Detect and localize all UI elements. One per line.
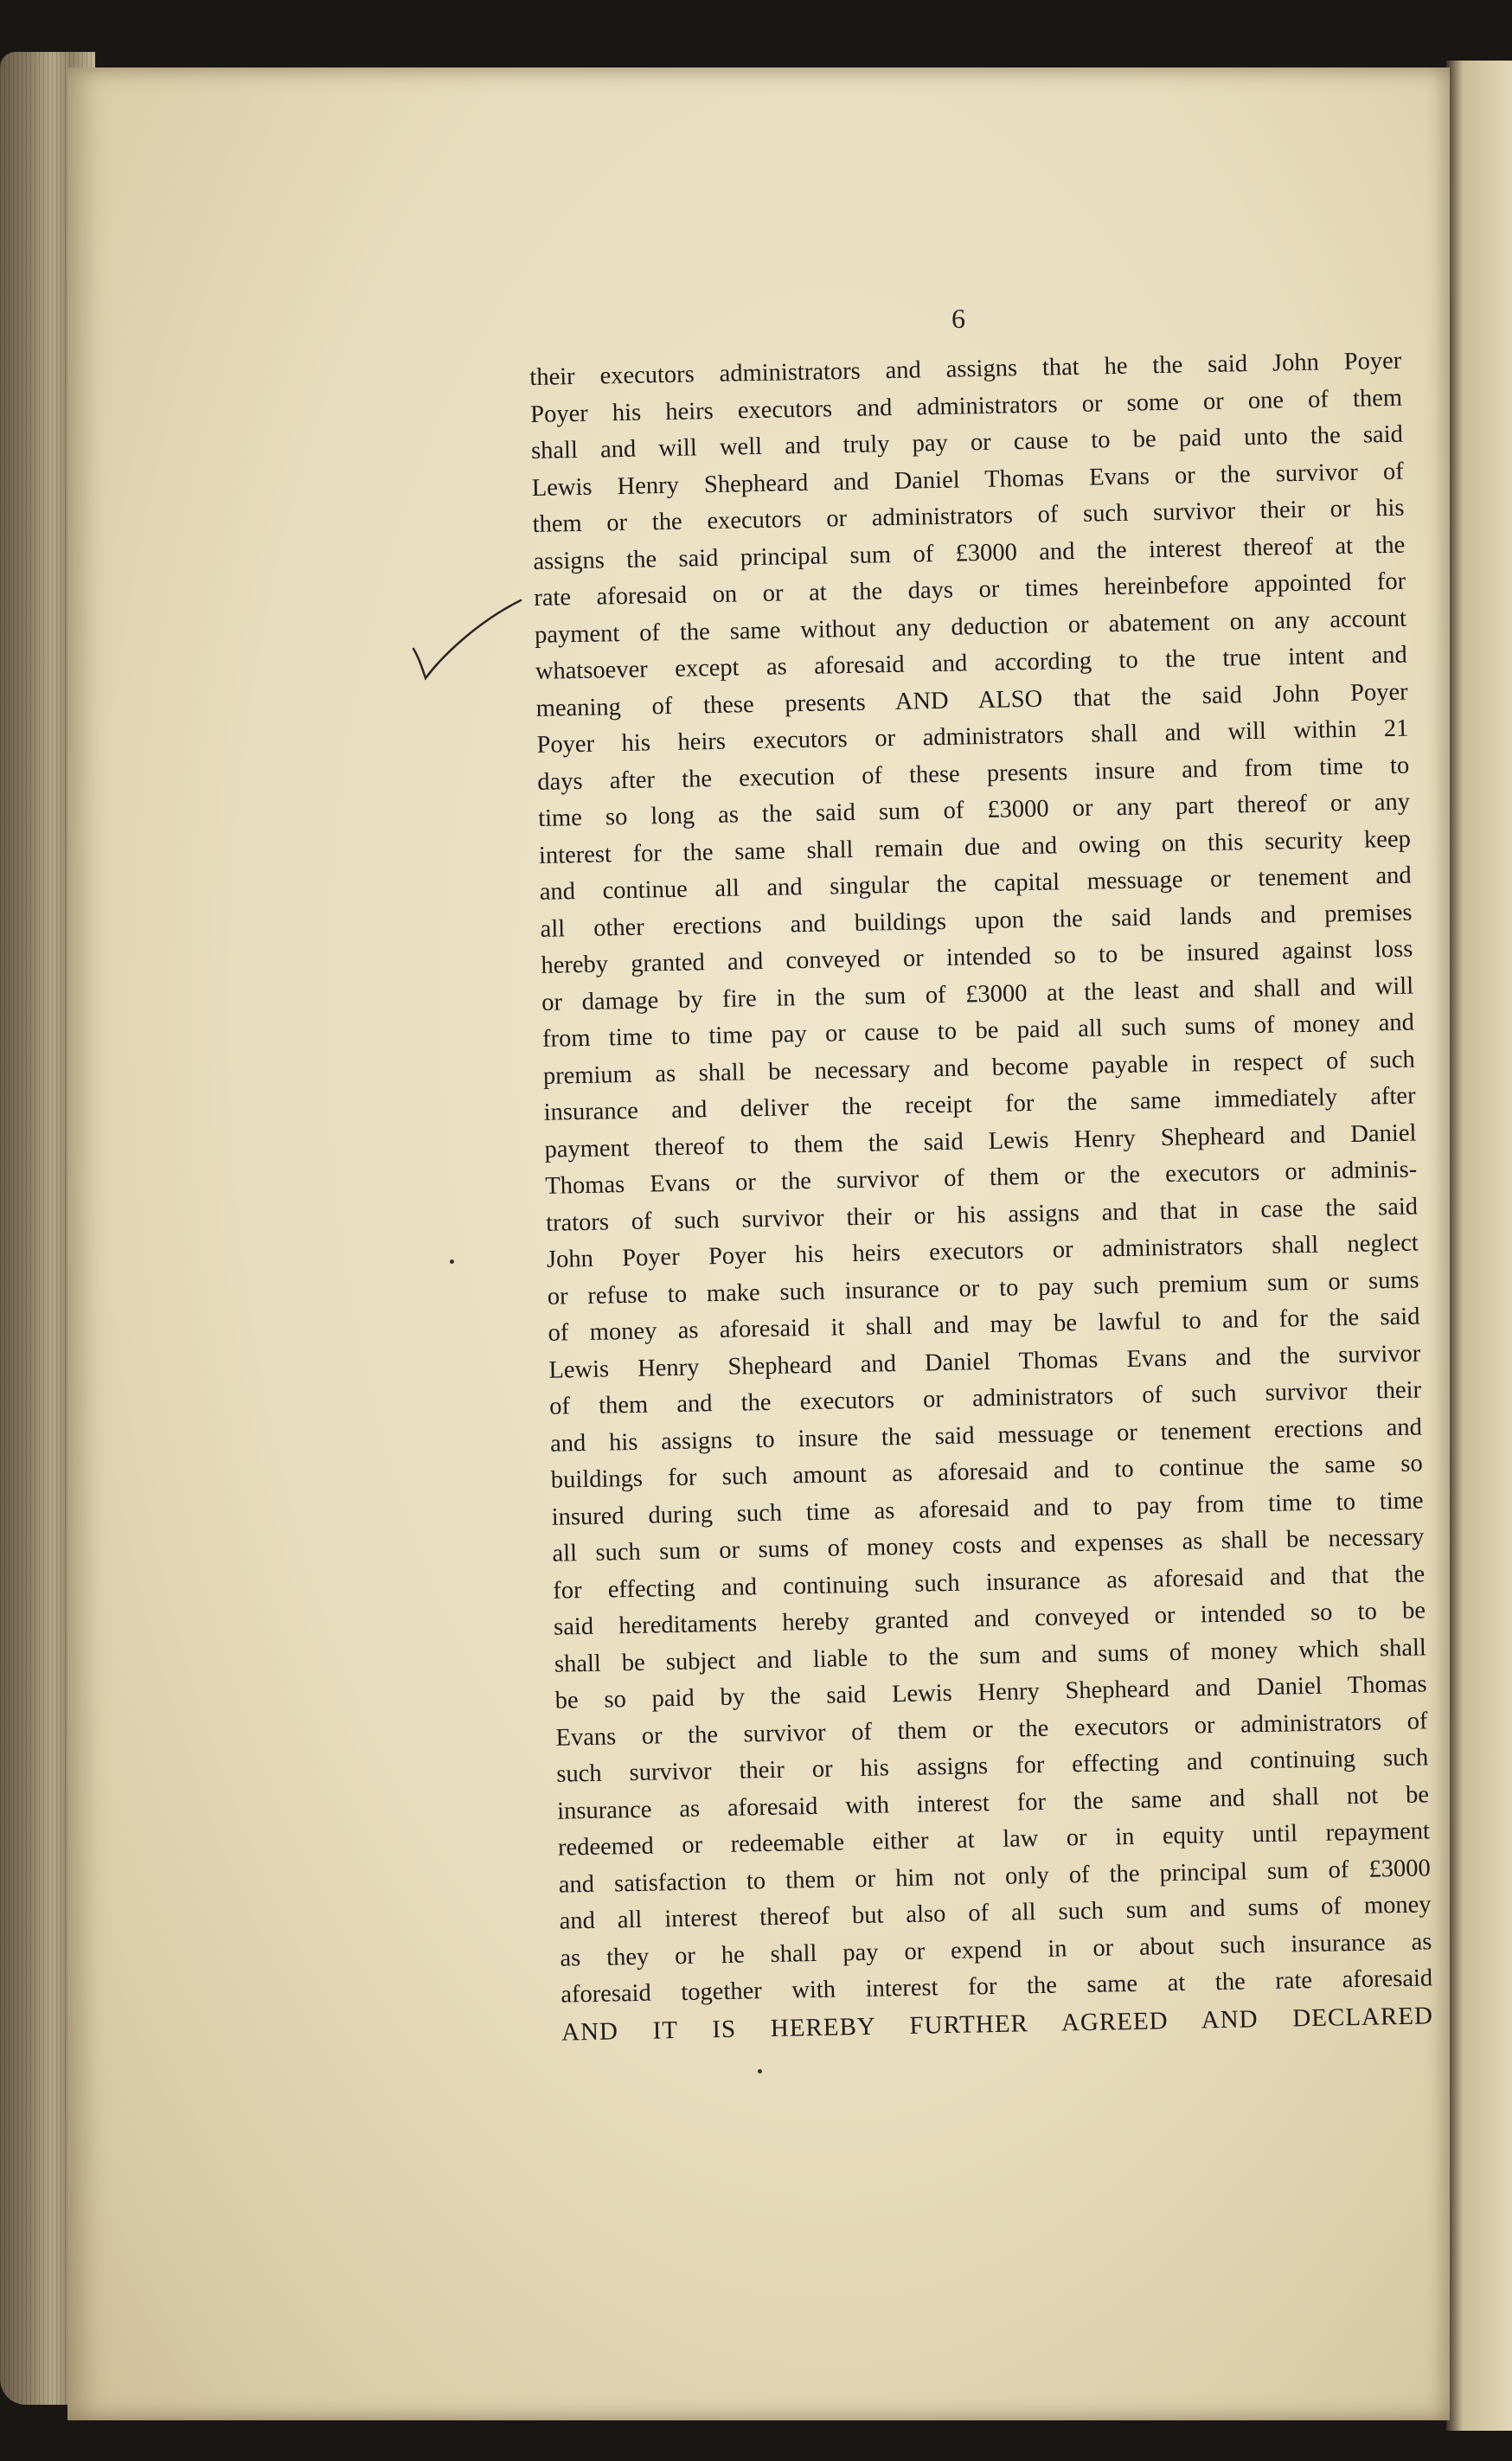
page-number: 6: [951, 303, 965, 334]
ink-dot: [758, 2069, 762, 2073]
text-line: shall be subject and liable to the sum and sums of money which shall: [554, 1633, 1427, 1678]
text-line: redeemed or redeemable either at law or in equity until repayment: [557, 1817, 1431, 1862]
text-line: meaning of these presents AND ALSO that the said John Poyer: [535, 678, 1408, 722]
text-line: Lewis Henry Shepheard and Daniel Thomas Evans and the survivor: [548, 1339, 1421, 1384]
text-line: them or the executors or administrators of such survivor their or his: [532, 494, 1405, 538]
text-line: Poyer his heirs executors or administrators shall and will within 21: [536, 715, 1409, 759]
text-line: said hereditaments hereby granted and conveyed or intended so to be: [553, 1597, 1426, 1641]
text-line: John Poyer Poyer his heirs executors or administrators shall neglect: [546, 1229, 1419, 1273]
text-line: whatsoever except as aforesaid and according to the true intent and: [535, 641, 1408, 685]
text-line: insurance as aforesaid with interest for the same and shall not be: [556, 1780, 1430, 1825]
text-line: of them and the executors or administrators of such survivor their: [548, 1376, 1422, 1420]
handwritten-check-mark: [407, 597, 528, 692]
text-line: all such sum or sums of money costs and expenses as shall be necessary: [552, 1523, 1425, 1567]
text-line: or damage by fire in the sum of £3000 at the least and shall and will: [541, 972, 1414, 1016]
text-line: shall and will well and truly pay or cause to be paid unto the said: [530, 420, 1404, 465]
text-line: Poyer his heirs executors and administrators or some or one of them: [529, 384, 1403, 428]
text-line: be so paid by the said Lewis Henry Shepheard and Daniel Thomas: [554, 1670, 1427, 1714]
text-line: and satisfaction to them or him not only of the principal sum of £3000: [558, 1854, 1431, 1899]
text-line: and all interest thereof but also of all such sum and sums of money: [559, 1891, 1432, 1935]
text-line: buildings for such amount as aforesaid and to continue the same so: [550, 1450, 1423, 1494]
text-line: from time to time pay or cause to be paid all such sums of money and: [541, 1009, 1415, 1053]
text-line-declaration: AND IT IS HEREBY FURTHER AGREED AND DECLARED: [561, 2001, 1434, 2047]
document-body: [529, 343, 1433, 2051]
adjacent-page-edge: [1446, 61, 1512, 2431]
text-line: assigns the said principal sum of £3000 and the interest thereof at the: [533, 531, 1406, 575]
text-line: insurance and deliver the receipt for the same immediately after: [543, 1082, 1416, 1126]
text-line: such survivor their or his assigns for effecting and continuing such: [556, 1744, 1429, 1788]
text-line: as they or he shall pay or expend in or about such insurance as: [560, 1927, 1432, 1972]
text-line: time so long as the said sum of £3000 or any part thereof or any: [537, 788, 1411, 832]
text-line: interest for the same shall remain due and owing on this security keep: [538, 825, 1412, 869]
text-line: premium as shall be necessary and become payable in respect of such: [542, 1045, 1416, 1090]
ink-dot: [450, 1259, 454, 1264]
text-line: their executors administrators and assigns that he the said John Poyer: [529, 347, 1402, 391]
text-line: of money as aforesaid it shall and may be lawful to and for the said: [548, 1303, 1420, 1347]
text-line: and his assigns to insure the said messuage or tenement erections and: [549, 1413, 1423, 1458]
text-line: payment thereof to them the said Lewis Henry Shepheard and Daniel: [544, 1118, 1417, 1163]
text-line: payment of the same without any deduction or abatement on any account: [534, 605, 1407, 649]
text-line: and continue all and singular the capital messuage or tenement and: [539, 862, 1412, 906]
text-line: trators of such survivor their or his assigns and that in case the said: [545, 1192, 1419, 1237]
text-line: Evans or the survivor of them or the executors or administrators of: [555, 1707, 1428, 1752]
text-line: Lewis Henry Shepheard and Daniel Thomas Evans or the survivor of: [531, 458, 1404, 502]
text-line: hereby granted and conveyed or intended so to be insured against loss: [541, 935, 1413, 979]
text-line: for effecting and continuing such insurance as aforesaid and that the: [553, 1560, 1426, 1605]
text-line: insured during such time as aforesaid and to pay from time to time: [551, 1486, 1424, 1531]
text-line: aforesaid together with interest for the same at the rate aforesaid: [560, 1964, 1433, 2009]
text-line: all other erections and buildings upon the said lands and premises: [540, 899, 1413, 943]
text-line: Thomas Evans or the survivor of them or the executors or adminis-: [545, 1156, 1418, 1200]
text-line: days after the execution of these presents insure and from time to: [537, 752, 1410, 796]
text-line: or refuse to make such insurance or to pay such premium sum or sums: [547, 1266, 1419, 1311]
text-line: rate aforesaid on or at the days or times hereinbefore appointed for: [533, 567, 1406, 612]
